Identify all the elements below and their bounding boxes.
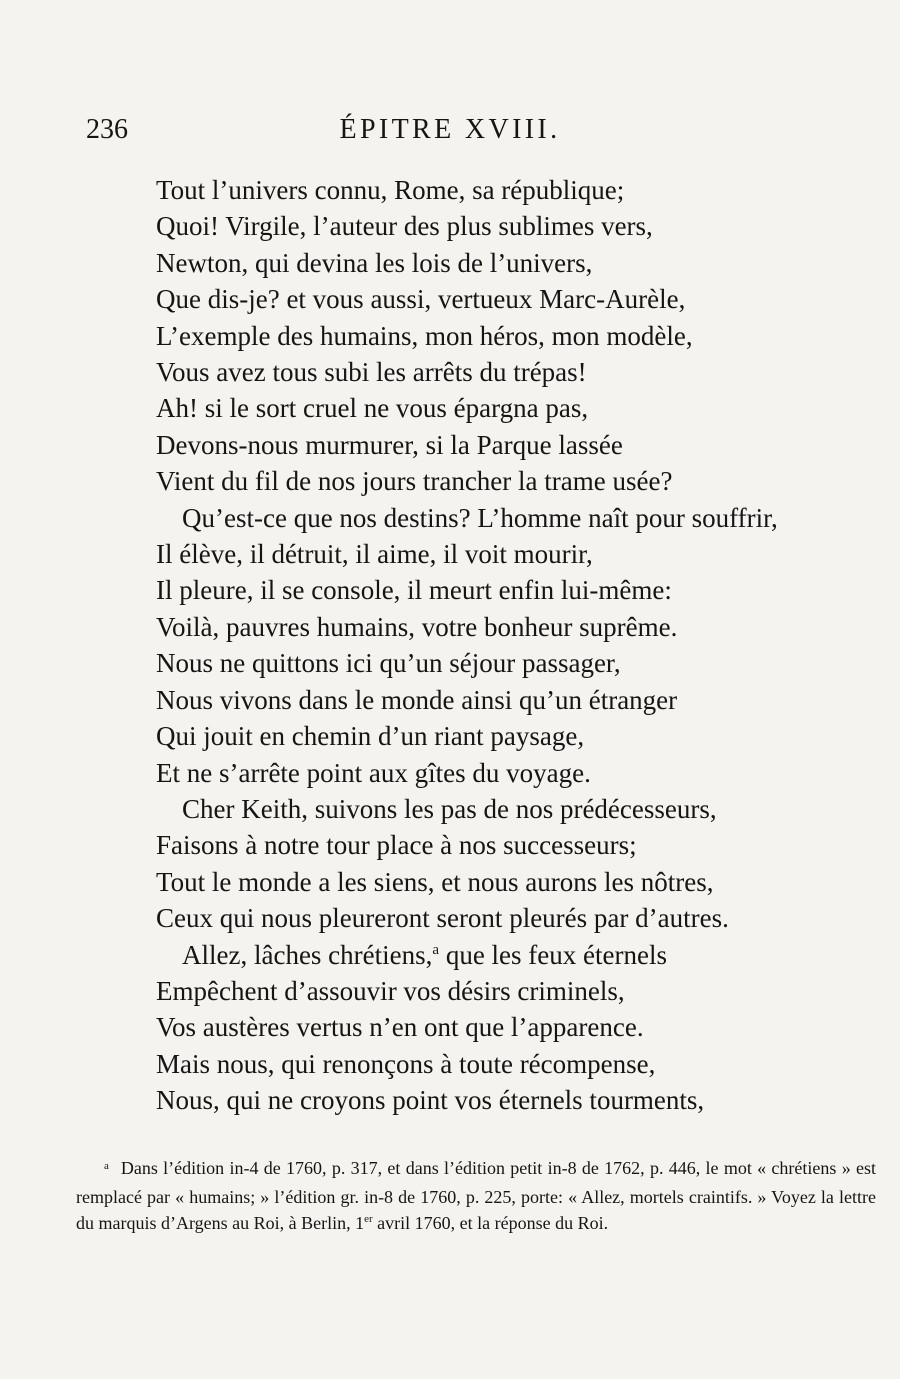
footnote-mark: a [104, 1160, 109, 1172]
verse-line: Vos austères vertus n’en ont que l’apparence. [156, 1012, 644, 1043]
verse-line: L’exemple des humains, mon héros, mon modèle, [156, 320, 693, 351]
verse-line: Devons-nous murmurer, si la Parque lassée [156, 429, 623, 460]
footnote [76, 1155, 876, 1236]
verse-line: Cher Keith, suivons les pas de nos prédécesseurs, [182, 793, 717, 824]
verse-line: Voilà, pauvres humains, votre bonheur suprême. [156, 611, 678, 642]
verse-line: Ceux qui nous pleureront seront pleurés par d’autres. [156, 903, 729, 934]
verse-line: Il pleure, il se console, il meurt enfin lui-même: [156, 575, 672, 606]
verse-line: Qui jouit en chemin d’un riant paysage, [156, 721, 585, 752]
footnote-reference: a [432, 941, 440, 958]
verse-line: Vous avez tous subi les arrêts du trépas! [156, 357, 587, 388]
page-number: 236 [86, 114, 128, 145]
verse-line: Que dis-je? et vous aussi, vertueux Marc-Aurèle, [156, 284, 686, 315]
verse-line: Tout le monde a les siens, et nous aurons les nôtres, [156, 866, 714, 897]
footnote-text: Dans l’édition in-4 de 1760, p. 317, et dans l’édition petit in-8 de 1762, p. 446, le mot « chrétiens » est remplacé par « humains; » l’édition gr. in-8 de 1760, p. 225, porte: « Allez, mortels craintifs. » Voyez la lettre du marquis d’Argens au Roi, à Berlin, 1 [76, 1158, 876, 1233]
verse-line: Nous, qui ne croyons point vos éternels tourments, [156, 1085, 705, 1116]
verse-line: Il élève, il détruit, il aime, il voit mourir, [156, 539, 593, 570]
verse-line: Newton, qui devina les lois de l’univers, [156, 247, 593, 278]
verse-line: Nous ne quittons ici qu’un séjour passager, [156, 648, 621, 679]
verse-line: Tout l’univers connu, Rome, sa république; [156, 175, 625, 205]
verse-line: Ah! si le sort cruel ne vous épargna pas, [156, 393, 589, 424]
verse-line-part: que les feux éternels [439, 939, 667, 970]
verse-line: Quoi! Virgile, l’auteur des plus sublimes vers, [156, 211, 653, 242]
verse-line: Faisons à notre tour place à nos successeurs; [156, 830, 637, 861]
running-head: ÉPITRE XVIII. [339, 114, 561, 145]
poem-verses [156, 172, 836, 1119]
verse-line: Nous vivons dans le monde ainsi qu’un étranger [156, 684, 678, 715]
verse-line-with-footnote-ref [156, 937, 836, 973]
verse-line: Vient du fil de nos jours trancher la trame usée? [156, 466, 673, 497]
verse-line: Qu’est-ce que nos destins? L’homme naît pour souffrir, [182, 502, 778, 533]
verse-line: Et ne s’arrête point aux gîtes du voyage. [156, 757, 591, 788]
footnote-text-end: avril 1760, et la réponse du Roi. [372, 1213, 609, 1233]
verse-line: Mais nous, qui renonçons à toute récompense, [156, 1048, 656, 1079]
verse-line: Empêchent d’assouvir vos désirs criminels, [156, 975, 625, 1006]
footnote-superscript: er [364, 1213, 373, 1225]
verse-line-part: Allez, lâches chrétiens, [182, 939, 433, 970]
